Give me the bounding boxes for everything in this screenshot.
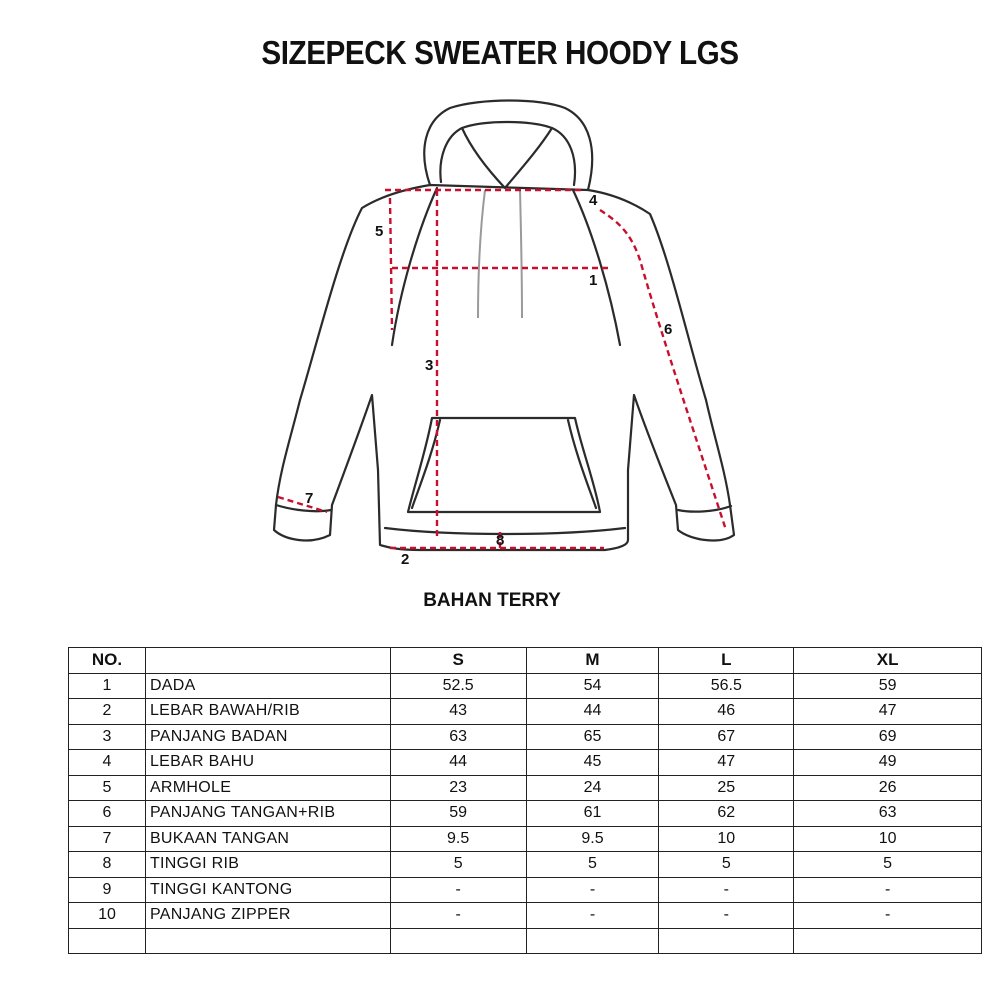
cell-m: 45 (526, 750, 659, 776)
label-1: 1 (589, 272, 598, 289)
label-7: 7 (305, 490, 314, 507)
cell-s: 43 (390, 699, 526, 725)
cell-m: 65 (526, 724, 659, 750)
right-drawstring (520, 190, 522, 318)
cell-xl: 5 (794, 852, 982, 878)
cell-xl: 59 (794, 673, 982, 699)
cell-no: 3 (69, 724, 146, 750)
label-2: 2 (401, 551, 410, 568)
cell-name: TINGGI RIB (145, 852, 390, 878)
table-row (69, 852, 982, 878)
cell-m: - (526, 903, 659, 929)
cell-no: 6 (69, 801, 146, 827)
label-5: 5 (375, 223, 384, 240)
table-header-row (69, 648, 982, 674)
cell-l: 67 (659, 724, 794, 750)
header-xl: XL (794, 648, 982, 674)
measure-line-6 (600, 210, 726, 530)
cell-l: - (659, 877, 794, 903)
hood-opening (462, 128, 552, 188)
cell-xl: 10 (794, 826, 982, 852)
cell-name: ARMHOLE (145, 775, 390, 801)
left-drawstring (478, 190, 485, 318)
cell-name (145, 928, 390, 954)
cell-s: 23 (390, 775, 526, 801)
cell-s: 52.5 (390, 673, 526, 699)
cell-no: 1 (69, 673, 146, 699)
cell-l: 56.5 (659, 673, 794, 699)
cell-l: 62 (659, 801, 794, 827)
cell-name: PANJANG BADAN (145, 724, 390, 750)
label-8: 8 (496, 532, 505, 549)
table-row (69, 724, 982, 750)
cell-name: PANJANG ZIPPER (145, 903, 390, 929)
cell-s (390, 928, 526, 954)
header-l: L (659, 648, 794, 674)
cell-s: 44 (390, 750, 526, 776)
cell-m: 61 (526, 801, 659, 827)
cell-no: 2 (69, 699, 146, 725)
hood-inner (440, 122, 575, 185)
table-row (69, 775, 982, 801)
cell-xl: 63 (794, 801, 982, 827)
table-row (69, 750, 982, 776)
cell-no: 10 (69, 903, 146, 929)
cell-l: 5 (659, 852, 794, 878)
label-6: 6 (664, 321, 673, 338)
cell-no: 7 (69, 826, 146, 852)
cell-m: 9.5 (526, 826, 659, 852)
cell-xl: - (794, 903, 982, 929)
cell-s: 5 (390, 852, 526, 878)
header-name (145, 648, 390, 674)
cell-m: 5 (526, 852, 659, 878)
cell-l: 47 (659, 750, 794, 776)
left-cuff (276, 505, 331, 511)
cell-s: 63 (390, 724, 526, 750)
header-no: NO. (69, 648, 146, 674)
cell-name: DADA (145, 673, 390, 699)
table-row-empty (69, 928, 982, 954)
measure-line-5 (390, 198, 392, 330)
header-s: S (390, 648, 526, 674)
page-title: SIZEPECK SWEATER HOODY LGS (261, 34, 739, 71)
table-row (69, 903, 982, 929)
cell-no (69, 928, 146, 954)
cell-l: 10 (659, 826, 794, 852)
size-table (68, 647, 982, 954)
cell-xl: 69 (794, 724, 982, 750)
left-raglan-seam (392, 188, 437, 345)
cell-m: 44 (526, 699, 659, 725)
cell-name: LEBAR BAHU (145, 750, 390, 776)
cell-l (659, 928, 794, 954)
waist-rib (385, 528, 625, 534)
cell-s: 9.5 (390, 826, 526, 852)
pocket-right-opening (568, 420, 596, 508)
drawstrings (478, 190, 522, 318)
table-row (69, 826, 982, 852)
cell-no: 5 (69, 775, 146, 801)
right-cuff (678, 506, 731, 512)
cell-name: BUKAAN TANGAN (145, 826, 390, 852)
label-4: 4 (589, 192, 598, 209)
cell-l: 25 (659, 775, 794, 801)
hoodie-body (274, 185, 734, 550)
measurement-lines (278, 190, 726, 552)
table-row (69, 699, 982, 725)
hood-outer (424, 101, 592, 191)
cell-xl: 47 (794, 699, 982, 725)
table-row (69, 673, 982, 699)
cell-m (526, 928, 659, 954)
cell-s: - (390, 903, 526, 929)
cell-name: PANJANG TANGAN+RIB (145, 801, 390, 827)
cell-xl: - (794, 877, 982, 903)
cell-no: 4 (69, 750, 146, 776)
cell-l: - (659, 903, 794, 929)
cell-m: - (526, 877, 659, 903)
cell-no: 8 (69, 852, 146, 878)
cell-xl: 26 (794, 775, 982, 801)
header-m: M (526, 648, 659, 674)
label-3: 3 (425, 357, 434, 374)
cell-name: LEBAR BAWAH/RIB (145, 699, 390, 725)
cell-xl (794, 928, 982, 954)
cell-l: 46 (659, 699, 794, 725)
cell-name: TINGGI KANTONG (145, 877, 390, 903)
table-row (69, 801, 982, 827)
cell-s: - (390, 877, 526, 903)
cell-xl: 49 (794, 750, 982, 776)
table-row (69, 877, 982, 903)
cell-m: 54 (526, 673, 659, 699)
cell-m: 24 (526, 775, 659, 801)
cell-s: 59 (390, 801, 526, 827)
fabric-label: BAHAN TERRY (423, 590, 561, 611)
cell-no: 9 (69, 877, 146, 903)
